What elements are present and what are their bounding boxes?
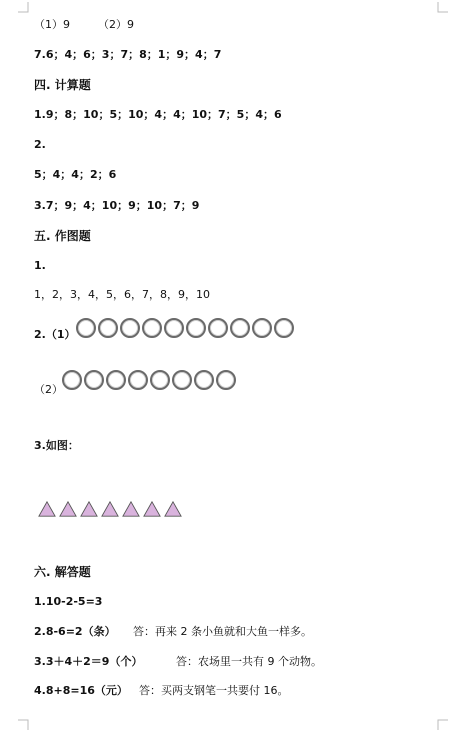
- q7-answer: 7.6；4；6；3；7；8；1；9；4；7: [34, 48, 222, 61]
- triangle-shape: [143, 500, 161, 518]
- sec6-q4-equation: 4.8+8=16（元）: [34, 684, 128, 697]
- circle-shape: [98, 318, 118, 338]
- triangle-shape: [164, 500, 182, 518]
- corner-mark-bottom-right: [436, 718, 448, 730]
- circle-shape: [84, 370, 104, 390]
- circle-shape: [274, 318, 294, 338]
- sec6-q2-equation: 2.8-6=2（条）: [34, 625, 116, 638]
- circle-row-10: [76, 318, 294, 338]
- triangle-shape: [38, 500, 56, 518]
- q6-answers: （1）9 （2）9: [34, 18, 134, 31]
- sec4-q1-answer: 1.9；8；10；5；10；4；4；10；7；5；4；6: [34, 108, 282, 121]
- circle-shape: [186, 318, 206, 338]
- corner-mark-top-left: [18, 2, 30, 14]
- circle-shape: [208, 318, 228, 338]
- circle-shape: [62, 370, 82, 390]
- triangle-shape: [122, 500, 140, 518]
- corner-mark-top-right: [436, 2, 448, 14]
- sec6-q3-equation: 3.3＋4＋2＝9（个）: [34, 655, 143, 668]
- circle-shape: [150, 370, 170, 390]
- sec6-q1-equation: 1.10-2-5=3: [34, 595, 103, 608]
- sec6-q4-answer: 答：买两支钢笔一共要付 16。: [139, 684, 289, 697]
- section-5-title: 五. 作图题: [34, 229, 91, 243]
- circle-shape: [164, 318, 184, 338]
- section-4-title: 四. 计算题: [34, 78, 91, 92]
- sec6-q2-answer: 答：再来 2 条小鱼就和大鱼一样多。: [133, 625, 312, 638]
- section-6-title: 六. 解答题: [34, 565, 91, 579]
- circle-shape: [216, 370, 236, 390]
- sec5-q2-part1-label: 2.（1）: [34, 328, 76, 341]
- circle-shape: [230, 318, 250, 338]
- triangle-row: [38, 500, 182, 518]
- sec5-q3-label: 3.如图：: [34, 439, 79, 452]
- sec4-q3-answer: 3.7；9；4；10；9；10；7；9: [34, 199, 200, 212]
- sec5-q2-part2-label: （2）: [34, 383, 63, 396]
- circle-shape: [194, 370, 214, 390]
- circle-shape: [142, 318, 162, 338]
- circle-shape: [128, 370, 148, 390]
- circle-shape: [120, 318, 140, 338]
- circle-shape: [106, 370, 126, 390]
- sec6-q3-answer: 答：农场里一共有 9 个动物。: [176, 655, 322, 668]
- triangle-shape: [101, 500, 119, 518]
- circle-shape: [76, 318, 96, 338]
- circle-shape: [252, 318, 272, 338]
- corner-mark-bottom-left: [18, 718, 30, 730]
- circle-row-8: [62, 370, 236, 390]
- triangle-shape: [80, 500, 98, 518]
- sec5-q1-label: 1.: [34, 259, 46, 272]
- sec4-q2-label: 2.: [34, 138, 46, 151]
- sec4-q2-answer: 5；4；4；2；6: [34, 168, 117, 181]
- triangle-shape: [59, 500, 77, 518]
- circle-shape: [172, 370, 192, 390]
- sec5-q1-answer: 1，2，3，4，5，6，7，8，9，10: [34, 288, 210, 301]
